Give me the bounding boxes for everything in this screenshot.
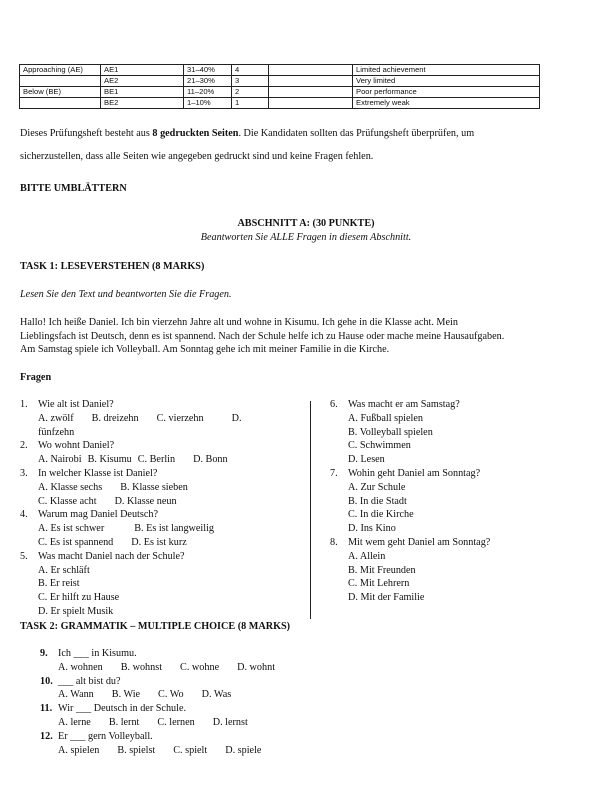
- question-1: 1. Wie alt ist Daniel?: [20, 399, 114, 410]
- table-cell-range: 11–20%: [184, 87, 232, 98]
- grammar-questions: [40, 647, 440, 757]
- table-cell-desc: Very limited: [353, 76, 540, 87]
- question-3: 3. In welcher Klasse ist Daniel?: [20, 467, 158, 479]
- task1-instruction: Lesen Sie den Text und beantworten Sie die Fragen.: [20, 289, 232, 300]
- question-4-options: A. Es ist schwer B. Es ist langweilig: [38, 523, 215, 535]
- passage-line: Hallo! Ich heiße Daniel. Ich bin vierzehn Jahre alt und wohne in Kisumu. Ich gehe in die Klasse acht. Mein: [20, 317, 458, 328]
- option: D. Ins Kino: [348, 523, 396, 535]
- table-cell-points: 2: [232, 87, 269, 98]
- option: A. Er schläft: [38, 564, 90, 576]
- section-title: ABSCHNITT A: (30 PUNKTE): [237, 218, 375, 229]
- turn-over-notice: BITTE UMBLÄTTERN: [20, 183, 127, 194]
- option: B. Mit Freunden: [348, 564, 416, 576]
- option: C. In die Kirche: [348, 509, 414, 521]
- table-cell-blank: [269, 65, 353, 76]
- question-8: 8. Mit wem geht Daniel am Sonntag?: [330, 536, 491, 548]
- section-subtitle: Beantworten Sie ALLE Fragen in diesem Abschnitt.: [200, 232, 412, 243]
- task1-heading: TASK 1: LESEVERSTEHEN (8 MARKS): [20, 261, 205, 272]
- option: C. Er hilft zu Hause: [38, 592, 120, 604]
- question-7: 7. Wohin geht Daniel am Sonntag?: [330, 467, 481, 479]
- question-3-options: A. Klasse sechs B. Klasse sieben: [38, 481, 188, 493]
- table-row: [20, 98, 540, 109]
- table-cell-points: 1: [232, 98, 269, 109]
- table-cell-range: 1–10%: [184, 98, 232, 109]
- option: C. Mit Lehrern: [348, 578, 410, 590]
- question-4-options-cont: C. Es ist spannend D. Es ist kurz: [38, 536, 187, 548]
- table-cell-range: 21–30%: [184, 76, 232, 87]
- option: D. Mit der Familie: [348, 592, 425, 604]
- table-cell-blank: [269, 98, 353, 109]
- table-row: [20, 87, 540, 98]
- option: B. Volleyball spielen: [348, 426, 433, 438]
- question-4: 4. Warum mag Daniel Deutsch?: [20, 509, 158, 521]
- question-11-options: A. lerne B. lernt C. lernen D. lernst: [58, 716, 248, 728]
- questions-right-column: [330, 398, 600, 605]
- column-divider: [310, 401, 311, 619]
- table-cell-code: AE1: [101, 65, 184, 76]
- question-12: 12. Er ___ gern Volleyball.: [40, 730, 153, 742]
- task2-heading: TASK 2: GRAMMATIK – MULTIPLE CHOICE (8 MARKS): [20, 621, 291, 632]
- question-10: 10. ___ alt bist du?: [40, 675, 121, 687]
- table-cell-code: AE2: [101, 76, 184, 87]
- table-cell-desc: Poor performance: [353, 87, 540, 98]
- question-1-options: A. zwölf B. dreizehn C. vierzehn D.: [38, 412, 242, 424]
- passage-line: Lieblingsfach ist Deutsch, denn es ist spannend. Nach der Schule helfe ich zu Hause oder mache meine Hausaufgaben.: [20, 330, 505, 342]
- question-11: 11. Wir ___ Deutsch in der Schule.: [40, 703, 187, 715]
- table-cell-points: 4: [232, 65, 269, 76]
- question-12-options: A. spielen B. spielst C. spielt D. spiele: [58, 744, 262, 756]
- option: A. Allein: [348, 550, 386, 562]
- table-row: [20, 65, 540, 76]
- table-cell-desc: Extremely weak: [353, 98, 540, 109]
- grade-table: [19, 64, 540, 109]
- option: B. Er reist: [38, 578, 80, 590]
- table-cell-band: [20, 98, 101, 109]
- questions-heading: Fragen: [20, 372, 52, 383]
- question-9-options: A. wohnen B. wohnst C. wohne D. wohnt: [58, 661, 276, 673]
- option: B. In die Stadt: [348, 495, 407, 507]
- table-cell-desc: Limited achievement: [353, 65, 540, 76]
- passage-line: Am Samstag spiele ich Volleyball. Am Sonntag gehe ich mit meiner Familie in die Kirche.: [20, 344, 390, 356]
- question-1-options-cont: fünfzehn: [38, 426, 75, 438]
- option: A. Fußball spielen: [348, 412, 423, 424]
- table-cell-band: Below (BE): [20, 87, 101, 98]
- question-10-options: A. Wann B. Wie C. Wo D. Was: [58, 689, 232, 701]
- table-cell-code: BE1: [101, 87, 184, 98]
- question-9: 9. Ich ___ in Kisumu.: [40, 648, 137, 659]
- question-6: 6. Was macht er am Samstag?: [330, 399, 460, 410]
- option: D. Er spielt Musik: [38, 605, 114, 617]
- option: D. Lesen: [348, 454, 385, 466]
- table-cell-range: 31–40%: [184, 65, 232, 76]
- option: C. Schwimmen: [348, 440, 411, 452]
- reading-passage: [20, 316, 605, 357]
- table-cell-band: [20, 76, 101, 87]
- table-row: [20, 76, 540, 87]
- table-cell-band: Approaching (AE): [20, 65, 101, 76]
- table-cell-points: 3: [232, 76, 269, 87]
- intro-paragraph: Dieses Prüfungsheft besteht aus 8 gedruckten Seiten. Die Kandidaten sollten das Prüfungsheft überprüfen, um sicherzustellen, dass alle Seiten wie angegeben gedruckt sind und keine Fragen fehlen.: [20, 128, 475, 162]
- table-cell-blank: [269, 87, 353, 98]
- question-3-options-cont: C. Klasse acht D. Klasse neun: [38, 495, 177, 507]
- question-2: 2. Wo wohnt Daniel?: [20, 440, 115, 452]
- question-2-options: A. Nairobi B. Kisumu C. Berlin D. Bonn: [38, 454, 228, 466]
- questions-left-column: [20, 398, 305, 619]
- question-5: 5. Was macht Daniel nach der Schule?: [20, 550, 185, 562]
- option: A. Zur Schule: [348, 481, 406, 493]
- table-cell-code: BE2: [101, 98, 184, 109]
- table-cell-blank: [269, 76, 353, 87]
